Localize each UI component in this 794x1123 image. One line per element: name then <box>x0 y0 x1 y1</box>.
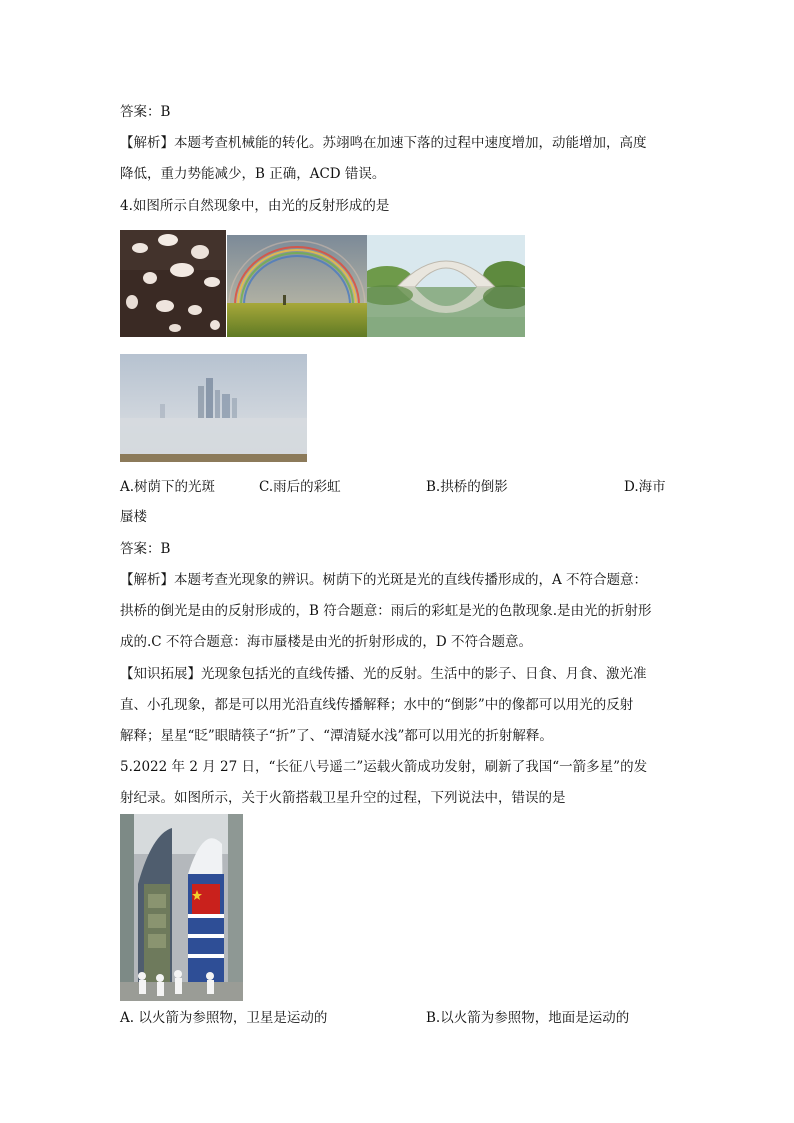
q4-option-a: A.树荫下的光斑 <box>120 479 216 495</box>
q4-analysis-line-1: 【解析】本题考查光现象的辨识。树荫下的光斑是光的直线传播形成的，A 不符合题意： <box>120 572 648 588</box>
q5-option-a: A. 以火箭为参照物，卫星是运动的 <box>120 1010 328 1026</box>
mirage-image <box>120 354 307 462</box>
q3-answer: 答案：B <box>120 104 171 120</box>
light-spots-image <box>120 230 226 337</box>
rocket-satellite-image <box>120 814 243 1001</box>
rainbow-image <box>227 235 367 337</box>
q5-stem-line-1: 5.2022 年 2 月 27 日，“长征八号遥二”运载火箭成功发射，刷新了我国“一箭多星”的发 <box>120 759 648 775</box>
q4-extension-line-3: 解释；星星“眨”眼睛筷子“折”了、“潭清疑水浅”都可以用光的折射解释。 <box>120 728 553 744</box>
q4-extension-line-1: 【知识拓展】光现象包括光的直线传播、光的反射。生活中的影子、日食、月食、激光准 <box>120 666 647 682</box>
q5-option-b: B.以火箭为参照物，地面是运动的 <box>426 1010 630 1026</box>
q4-analysis-line-2: 拱桥的倒光是由的反射形成的，B 符合题意：雨后的彩虹是光的色散现象.是由光的折射形 <box>120 603 652 619</box>
q4-stem: 4.如图所示自然现象中，由光的反射形成的是 <box>120 198 390 214</box>
arch-bridge-reflection-image <box>367 235 525 337</box>
q3-analysis-line-2: 降低，重力势能减少，B 正确，ACD 错误。 <box>120 166 386 182</box>
q3-analysis-line-1: 【解析】本题考查机械能的转化。苏翊鸣在加速下落的过程中速度增加，动能增加，高度 <box>120 135 647 151</box>
q4-answer: 答案：B <box>120 541 171 557</box>
q5-stem-line-2: 射纪录。如图所示，关于火箭搭载卫星升空的过程，下列说法中，错误的是 <box>120 790 566 806</box>
q4-extension-line-2: 直、小孔现象，都是可以用光沿直线传播解释；水中的“倒影”中的像都可以用光的反射 <box>120 697 634 713</box>
q4-analysis-line-3: 成的.C 不符合题意：海市蜃楼是由光的折射形成的，D 不符合题意。 <box>120 634 533 650</box>
q4-option-d: D.海市 <box>624 479 666 495</box>
q4-option-b: B.拱桥的倒影 <box>426 479 508 495</box>
q4-option-d-continued: 蜃楼 <box>120 509 147 525</box>
q4-option-c: C.雨后的彩虹 <box>259 479 341 495</box>
